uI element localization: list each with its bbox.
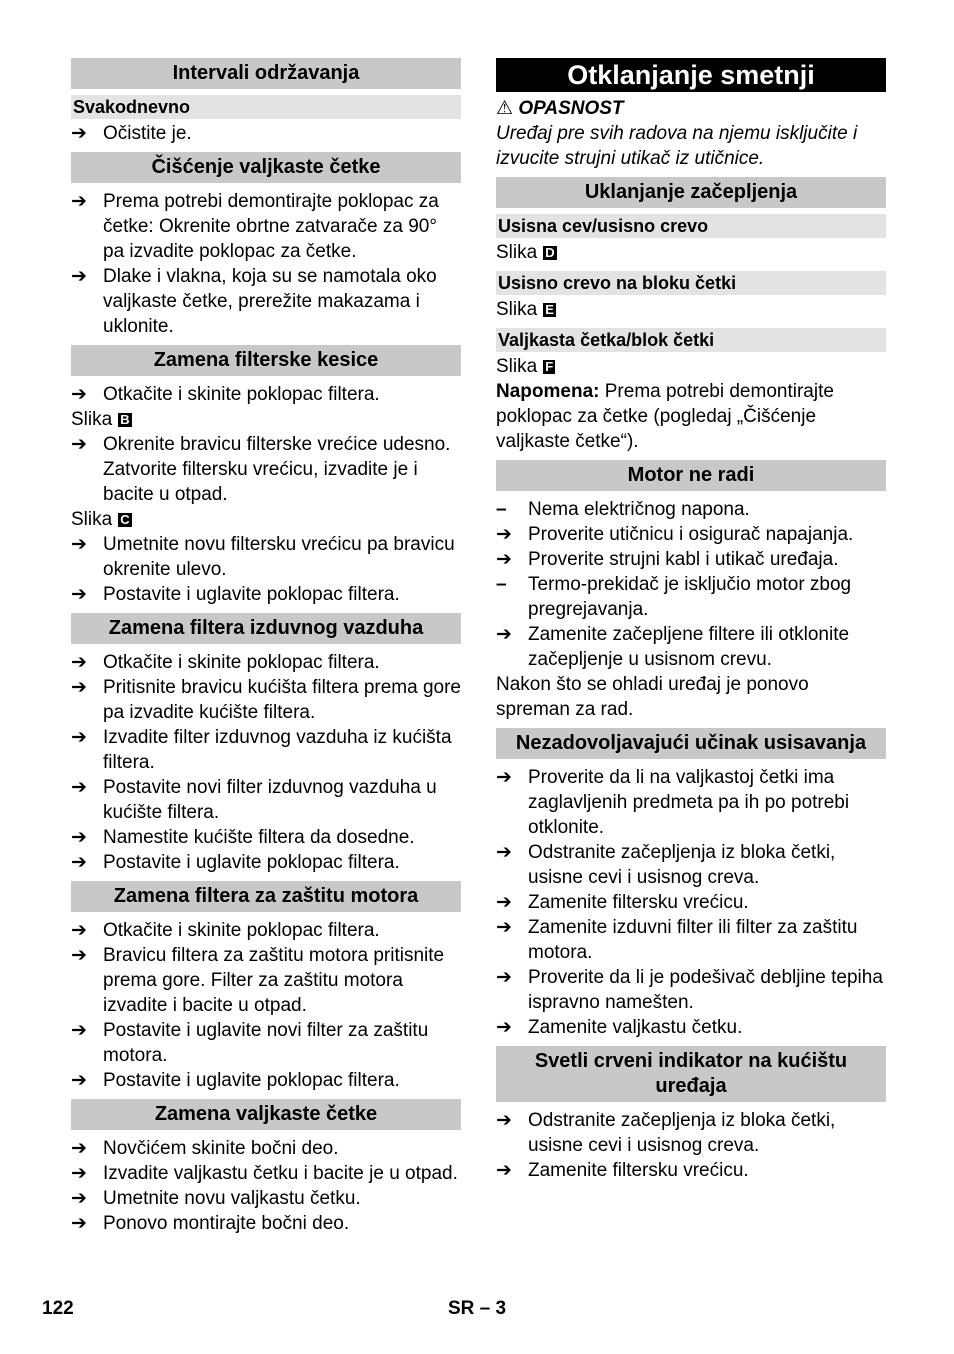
heading-usisna-cev: Usisna cev/usisno crevo <box>496 214 886 238</box>
figure-ref-c: Slika C <box>71 509 130 530</box>
list-item-text: Postavite i uglavite poklopac filtera. <box>103 584 400 605</box>
list-item <box>496 522 886 547</box>
heading-valjkasta-cetka: Valjkasta četka/blok četki <box>496 328 886 352</box>
arrow-right-icon: ➔ <box>71 434 87 455</box>
list-item <box>71 1136 461 1161</box>
arrow-right-icon: ➔ <box>71 1163 87 1184</box>
list-item <box>71 725 461 775</box>
list-item-text: Izvadite filter izduvnog vazduha iz kućišta filtera. <box>103 727 452 773</box>
list-item-text: Otkačite i skinite poklopac filtera. <box>103 652 380 673</box>
arrow-right-icon: ➔ <box>71 827 87 848</box>
list-item <box>71 825 461 850</box>
heading-ciscenje: Čišćenje valjkaste četke <box>71 152 461 183</box>
motor-after-text: Nakon što se ohladi uređaj je ponovo spreman za rad. <box>496 674 809 720</box>
list-item <box>496 890 886 915</box>
dash-marker: – <box>496 499 507 520</box>
list-item-text: Bravicu filtera za zaštitu motora pritisnite prema gore. Filter za zaštitu motora izvadite i bacite u otpad. <box>103 945 445 1016</box>
list-kesice-2 <box>71 432 461 507</box>
arrow-right-icon: ➔ <box>71 777 87 798</box>
arrow-right-icon: ➔ <box>71 652 87 673</box>
list-item-text: Odstranite začepljenja iz bloka četki, usisne cevi i usisnog creva. <box>528 842 836 888</box>
heading-kesice: Zamena filterske kesice <box>71 345 461 376</box>
figure-letter-d: D <box>545 245 555 260</box>
list-item-text: Proverite utičnicu i osigurač napajanja. <box>528 524 854 545</box>
list-item <box>71 943 461 1018</box>
list-item-text: Odstranite začepljenja iz bloka četki, usisne cevi i usisnog creva. <box>528 1110 836 1156</box>
list-item <box>496 840 886 890</box>
list-ciscenje <box>71 189 461 339</box>
cause-item: – Nema električnog napona. <box>496 499 750 520</box>
list-item <box>496 1015 886 1040</box>
list-item-text: Dlake i vlakna, koja su se namotala oko valjkaste četke, prerežite makazama i uklonite. <box>103 266 437 337</box>
note: Napomena: Prema potrebi demontirajte poklopac za četke (pogledaj „Čišćenje valjkaste četke“). <box>496 381 834 452</box>
list-valjkaste <box>71 1136 461 1236</box>
heading-izduvni: Zamena filtera izduvnog vazduha <box>71 613 461 644</box>
warning-triangle-icon: ⚠ <box>496 98 514 119</box>
list-item <box>496 1158 886 1183</box>
warning-label: OPASNOST <box>518 98 624 119</box>
list-item <box>71 1018 461 1068</box>
figure-ref-d: Slika D <box>496 242 555 263</box>
list-item-text: Namestite kućište filtera da dosedne. <box>103 827 415 848</box>
list-item <box>71 582 461 607</box>
list-item-text: Postavite i uglavite poklopac filtera. <box>103 852 400 873</box>
list-item <box>71 432 461 507</box>
list-item <box>71 918 461 943</box>
list-indikator <box>496 1108 886 1183</box>
figure-ref-e: Slika E <box>496 299 554 320</box>
arrow-right-icon: ➔ <box>71 920 87 941</box>
list-item-text: Zamenite filtersku vrećicu. <box>528 1160 749 1181</box>
list-item <box>71 675 461 725</box>
list-item-text: Umetnite novu valjkastu četku. <box>103 1188 361 1209</box>
list-item <box>71 650 461 675</box>
list-item <box>71 1068 461 1093</box>
warning-text: Uređaj pre svih radova na njemu isključite i izvucite strujni utikač iz utičnice. <box>496 123 858 169</box>
heading-motor-ne-radi: Motor ne radi <box>496 460 886 491</box>
list-motor-2 <box>496 622 886 672</box>
page-number: 122 <box>42 1298 74 1319</box>
figure-letter-c: C <box>120 512 130 527</box>
list-item-text: Zamenite izduvni filter ili filter za zaštitu motora. <box>528 917 858 963</box>
arrow-right-icon: ➔ <box>71 584 87 605</box>
arrow-right-icon: ➔ <box>496 917 512 938</box>
list-item-text: Novčićem skinite bočni deo. <box>103 1138 339 1159</box>
figure-letter-f: F <box>545 359 554 374</box>
list-item-text: Postavite novi filter izduvnog vazduha u kućište filtera. <box>103 777 437 823</box>
list-item <box>496 915 886 965</box>
list-item-text: Okrenite bravicu filterske vrećice udesno. Zatvorite filtersku vrećicu, izvadite je i bacite u otpad. <box>103 434 451 505</box>
list-item <box>71 264 461 339</box>
heading-usisno-crevo: Usisno crevo na bloku četki <box>496 271 886 295</box>
heading-intervali: Intervali održavanja <box>71 58 461 89</box>
arrow-right-icon: ➔ <box>496 1160 512 1181</box>
list-item-text: Postavite i uglavite poklopac filtera. <box>103 1070 400 1091</box>
list-item-text: Proverite strujni kabl i utikač uređaja. <box>528 549 839 570</box>
list-item-text: Zamenite valjkastu četku. <box>528 1017 743 1038</box>
list-item <box>496 622 886 672</box>
arrow-right-icon: ➔ <box>496 842 512 863</box>
language-section: SR – 3 <box>448 1298 507 1319</box>
list-item-text: Postavite i uglavite novi filter za zaštitu motora. <box>103 1020 429 1066</box>
arrow-right-icon: ➔ <box>71 123 87 144</box>
figure-letter-b: B <box>120 412 130 427</box>
list-kesice-1 <box>71 382 461 407</box>
arrow-right-icon: ➔ <box>496 892 512 913</box>
arrow-right-icon: ➔ <box>71 1213 87 1234</box>
heading-indikator: Svetli crveni indikator na kućištu uređaja <box>496 1046 886 1102</box>
list-item <box>71 1211 461 1236</box>
arrow-right-icon: ➔ <box>496 1110 512 1131</box>
list-item-text: Otkačite i skinite poklopac filtera. <box>103 384 380 405</box>
right-column <box>496 58 886 1183</box>
arrow-right-icon: ➔ <box>71 266 87 287</box>
arrow-right-icon: ➔ <box>71 852 87 873</box>
arrow-right-icon: ➔ <box>496 624 512 645</box>
dash-marker: – <box>496 574 507 595</box>
arrow-right-icon: ➔ <box>71 677 87 698</box>
heading-motor-filter: Zamena filtera za zaštitu motora <box>71 881 461 912</box>
list-item-text: Zamenite filtersku vrećicu. <box>528 892 749 913</box>
list-kesice-3 <box>71 532 461 607</box>
list-item <box>496 1108 886 1158</box>
arrow-right-icon: ➔ <box>71 1070 87 1091</box>
list-item-text: Pritisnite bravicu kućišta filtera prema gore pa izvadite kućište filtera. <box>103 677 461 723</box>
list-item-text: Proverite da li je podešivač debljine tepiha ispravno namešten. <box>528 967 883 1013</box>
figure-letter-e: E <box>545 302 554 317</box>
list-item <box>496 765 886 840</box>
list-item <box>71 532 461 582</box>
list-item-text: Izvadite valjkastu četku i bacite je u otpad. <box>103 1163 458 1184</box>
heading-svakodnevno: Svakodnevno <box>71 95 461 119</box>
list-item-text: Prema potrebi demontirajte poklopac za četke: Okrenite obrtne zatvarače za 90° pa izvadite poklopac za četke. <box>103 191 439 262</box>
list-item <box>71 189 461 264</box>
list-item-text: Očistite je. <box>103 123 192 144</box>
arrow-right-icon: ➔ <box>71 384 87 405</box>
arrow-right-icon: ➔ <box>71 534 87 555</box>
arrow-right-icon: ➔ <box>496 1017 512 1038</box>
list-item <box>71 121 461 146</box>
list-motor-1 <box>496 522 886 572</box>
list-item <box>71 1161 461 1186</box>
list-svakodnevno <box>71 121 461 146</box>
list-item <box>496 965 886 1015</box>
list-item-text: Ponovo montirajte bočni deo. <box>103 1213 350 1234</box>
main-title: Otklanjanje smetnji <box>496 58 886 92</box>
cause-item: – Termo-prekidač je isključio motor zbog pregrejavanja. <box>496 574 852 620</box>
list-item <box>71 775 461 825</box>
list-item-text: Proverite da li na valjkastoj četki ima zaglavljenih predmeta pa ih po potrebi otklonite. <box>528 767 850 838</box>
arrow-right-icon: ➔ <box>496 549 512 570</box>
arrow-right-icon: ➔ <box>71 945 87 966</box>
list-item <box>496 547 886 572</box>
warning-line <box>496 96 886 121</box>
list-item <box>71 850 461 875</box>
list-item-text: Umetnite novu filtersku vrećicu pa bravicu okrenite ulevo. <box>103 534 455 580</box>
heading-ucinak: Nezadovoljavajući učinak usisavanja <box>496 728 886 759</box>
arrow-right-icon: ➔ <box>71 1138 87 1159</box>
heading-uklanjanje: Uklanjanje začepljenja <box>496 177 886 208</box>
arrow-right-icon: ➔ <box>71 191 87 212</box>
list-ucinak <box>496 765 886 1040</box>
arrow-right-icon: ➔ <box>496 524 512 545</box>
list-izduvni <box>71 650 461 875</box>
left-column <box>71 58 461 1236</box>
list-item <box>71 382 461 407</box>
list-motor-filter <box>71 918 461 1093</box>
arrow-right-icon: ➔ <box>496 767 512 788</box>
figure-ref-b: Slika B <box>71 409 130 430</box>
list-item-text: Zamenite začepljene filtere ili otklonite začepljenje u usisnom crevu. <box>528 624 850 670</box>
arrow-right-icon: ➔ <box>71 727 87 748</box>
arrow-right-icon: ➔ <box>71 1188 87 1209</box>
list-item-text: Otkačite i skinite poklopac filtera. <box>103 920 380 941</box>
figure-ref-f: Slika F <box>496 356 554 377</box>
arrow-right-icon: ➔ <box>496 967 512 988</box>
list-item <box>71 1186 461 1211</box>
arrow-right-icon: ➔ <box>71 1020 87 1041</box>
heading-valjkaste: Zamena valjkaste četke <box>71 1099 461 1130</box>
